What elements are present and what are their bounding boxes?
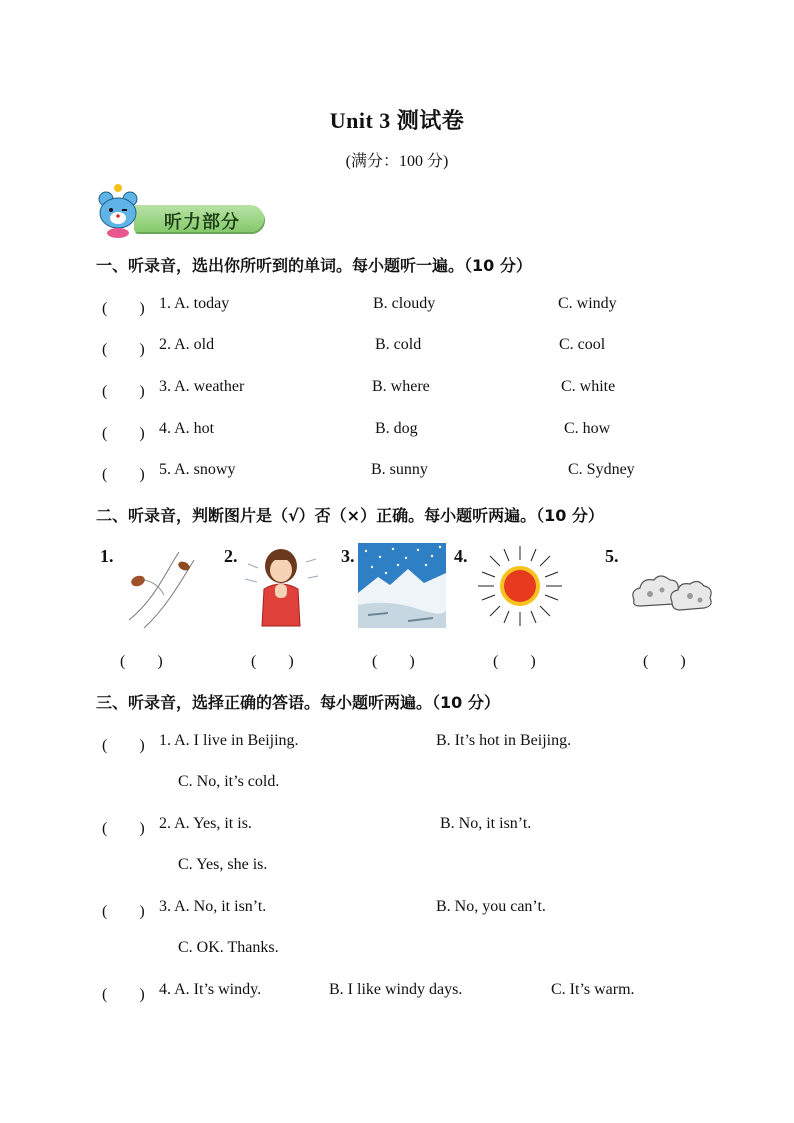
option-a: 1. A. today (159, 295, 230, 312)
answer-blank[interactable]: ( ) (251, 653, 294, 670)
option-b: B. No, it isn’t. (440, 815, 532, 832)
answer-blank[interactable]: ( ) (102, 903, 145, 920)
option-a: 4. A. It’s windy. (159, 981, 262, 998)
section-heading: 一、听录音，选出你所听到的单词。每小题听一遍。（10 分） (96, 256, 532, 275)
question-row (0, 898, 794, 920)
question-row (0, 461, 794, 483)
answer-blank[interactable]: ( ) (102, 737, 145, 754)
section-banner (96, 183, 271, 238)
answer-blank[interactable]: ( ) (372, 653, 415, 670)
question-row (0, 981, 794, 1003)
option-a: 4. A. hot (159, 420, 215, 437)
answer-blank[interactable]: ( ) (102, 986, 145, 1003)
option-a: 1. A. I live in Beijing. (159, 732, 299, 749)
sun-icon (474, 544, 566, 628)
snowy-landscape-icon (358, 543, 446, 628)
answer-blank[interactable]: ( ) (102, 820, 145, 837)
question-row (0, 732, 794, 754)
answer-blank[interactable]: ( ) (102, 300, 145, 317)
question-row (0, 815, 794, 837)
option-b: B. No, you can’t. (436, 898, 546, 915)
option-a: 2. A. Yes, it is. (159, 815, 252, 832)
page-title: Unit 3 测试卷 (329, 108, 465, 133)
question-row-continued (0, 773, 794, 795)
picture-number: 5. (605, 546, 619, 566)
windy-leaves-icon (124, 550, 202, 630)
answer-blank[interactable]: ( ) (102, 341, 145, 358)
answer-blank[interactable]: ( ) (120, 653, 163, 670)
answer-blank[interactable]: ( ) (102, 425, 145, 442)
question-row (0, 420, 794, 442)
option-c: C. white (561, 378, 616, 395)
option-a: 2. A. old (159, 336, 215, 353)
option-b: B. It’s hot in Beijing. (436, 732, 572, 749)
answer-blank[interactable]: ( ) (102, 383, 145, 400)
option-c: C. windy (558, 295, 617, 312)
answer-blank[interactable]: ( ) (643, 653, 686, 670)
option-b: B. where (372, 378, 430, 395)
answer-blank[interactable]: ( ) (102, 466, 145, 483)
section-heading: 二、听录音，判断图片是（√）否（×）正确。每小题听两遍。（10 分） (96, 506, 604, 525)
picture-number: 3. (341, 546, 355, 566)
section-heading: 三、听录音，选择正确的答语。每小题听两遍。（10 分） (96, 693, 500, 712)
question-row-continued (0, 939, 794, 961)
option-c: C. Sydney (568, 461, 635, 478)
question-row (0, 378, 794, 400)
option-c: C. It’s warm. (551, 981, 635, 998)
option-b: B. I like windy days. (329, 981, 463, 998)
picture-number: 4. (454, 546, 468, 566)
option-b: B. sunny (371, 461, 428, 478)
option-a: 3. A. weather (159, 378, 245, 395)
option-a: 3. A. No, it isn’t. (159, 898, 267, 915)
picture-number: 2. (224, 546, 238, 566)
option-c: C. cool (559, 336, 606, 353)
option-b: B. dog (375, 420, 418, 437)
clouds-icon (628, 570, 714, 614)
option-a: 5. A. snowy (159, 461, 236, 478)
answer-blank[interactable]: ( ) (493, 653, 536, 670)
option-b: B. cloudy (373, 295, 436, 312)
option-b: B. cold (375, 336, 422, 353)
bear-mascot-icon (96, 183, 144, 238)
question-row (0, 295, 794, 317)
question-row (0, 336, 794, 358)
page-subtitle: (满分：100 分) (345, 153, 449, 170)
cold-girl-icon (240, 544, 322, 628)
option-c: C. OK. Thanks. (178, 939, 279, 956)
option-c: C. how (564, 420, 611, 437)
option-c: C. No, it’s cold. (178, 773, 280, 790)
banner-label: 听力部分 (164, 212, 240, 233)
question-row-continued (0, 856, 794, 878)
option-c: C. Yes, she is. (178, 856, 268, 873)
picture-number: 1. (100, 546, 114, 566)
